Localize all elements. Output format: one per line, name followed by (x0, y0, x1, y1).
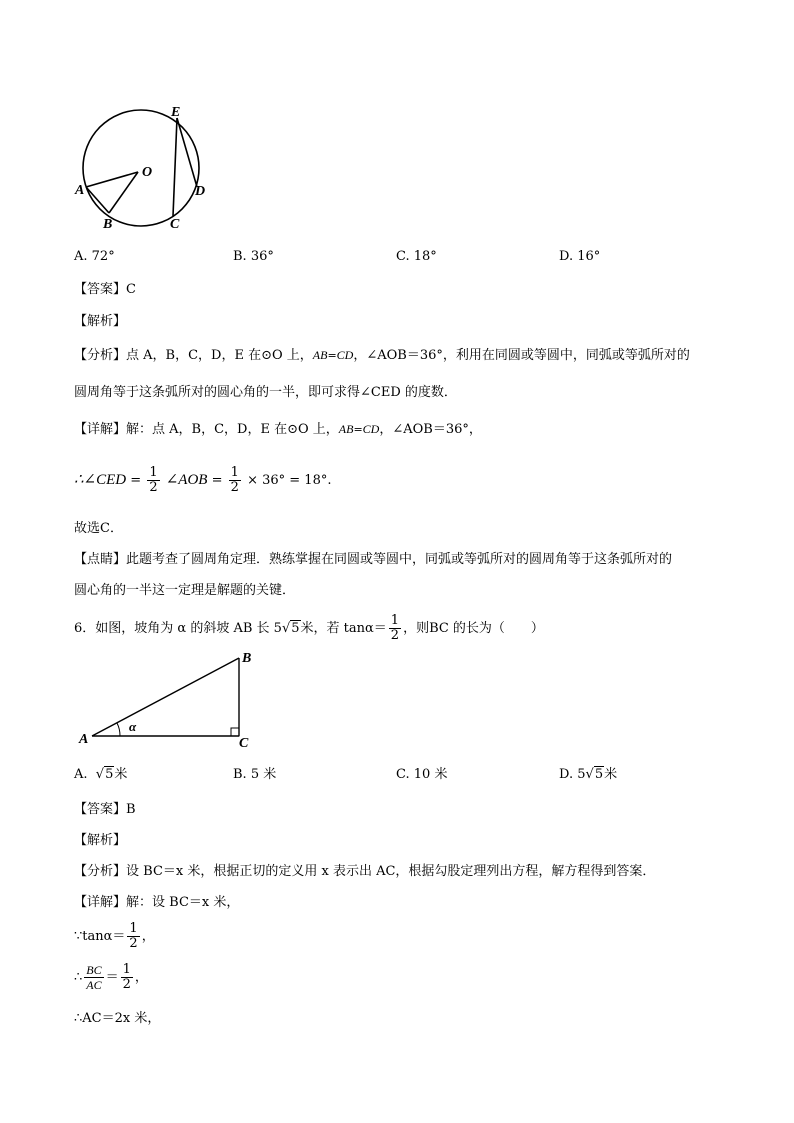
segment-ec (173, 118, 177, 216)
calc-prefix: ∴∠CED (74, 472, 127, 488)
calc-frac1: $\frac{1}{2}$ (149, 465, 158, 495)
q6-answer (74, 801, 136, 819)
answer-value: B (126, 802, 136, 817)
arc-ab: AB (312, 348, 328, 362)
label-b: B (103, 217, 113, 232)
label-d: D (195, 184, 206, 199)
q6-fenxi (74, 863, 655, 881)
label-c: C (170, 217, 180, 232)
q6-option-d: D. 5√5米 (559, 767, 618, 782)
arc-cd: CD (336, 348, 354, 362)
fenxi-text: 设 BC＝x 米，根据正切的定义用 x 表示出 AC，根据勾股定理列出方程，解方程得到答案． (126, 864, 656, 879)
calc-eq1: = (130, 473, 142, 488)
q6-therefore1: ∴ $\frac{BC}{AC}$ ＝ $\frac{1}{2}$ ， (74, 962, 148, 992)
dianjing-tag: 【点睛】 (74, 552, 127, 567)
fenxi-text-a: 点 A，B，C，D，E 在⊙O 上， (126, 348, 313, 363)
q6-option-c: C. 10 米 (396, 767, 448, 782)
side-ab (92, 658, 239, 736)
q5-dianjing-line1 (74, 551, 672, 569)
label-a: A (79, 732, 89, 747)
triangle-figure (76, 648, 266, 750)
xiangjie-tag: 【详解】 (74, 422, 127, 437)
calc-aob: ∠AOB (165, 472, 208, 488)
calc-times: × 36° = 18°. (247, 473, 332, 488)
q5-calc-line (74, 464, 331, 497)
q5-option-c: C. 18° (396, 249, 437, 264)
xiangjie-text-b: ，∠AOB＝36°， (379, 422, 482, 437)
q5-analysis-tag: 【解析】 (74, 314, 127, 329)
circle-o (83, 110, 199, 226)
fenxi-tag: 【分析】 (74, 864, 127, 879)
q5-conclusion: 故选C． (74, 521, 123, 536)
xiangjie-text-a: 解：点 A，B，C，D，E 在⊙O 上， (126, 422, 339, 437)
label-o: O (142, 165, 153, 180)
q5-option-b: B. 36° (233, 249, 274, 264)
label-alpha: α (129, 719, 137, 734)
q6-stem-c: ，则BC 的长为（ ） (403, 621, 544, 636)
arc-ab-2: AB (338, 422, 354, 436)
answer-value: C (126, 282, 136, 297)
circle-figure (70, 100, 220, 235)
segment-ab (86, 187, 109, 213)
answer-tag: 【答案】 (74, 802, 127, 817)
q5-answer (74, 281, 136, 299)
q6-because: ∵tanα＝ $\frac{1}{2}$ ， (74, 921, 155, 951)
q5-xiangjie-line1 (74, 420, 482, 439)
arc-eq-2: = (353, 423, 363, 436)
xiangjie-text: 解：设 BC＝x 米， (126, 895, 240, 910)
answer-tag: 【答案】 (74, 282, 127, 297)
fenxi-tag: 【分析】 (74, 348, 127, 363)
q6-stem-b: 米，若 tanα＝ (300, 621, 387, 636)
right-angle-mark (231, 728, 239, 736)
q6-option-b: B. 5 米 (233, 767, 277, 782)
q6-stem-frac: $\frac{1}{2}$ (390, 613, 400, 643)
fenxi-text-b: ，∠AOB＝36°，利用在同圆或等圆中，同弧或等弧所对的 (353, 348, 690, 363)
segment-ed (177, 118, 197, 187)
q5-option-d: D. 16° (559, 249, 601, 264)
q6-analysis-tag: 【解析】 (74, 833, 127, 848)
calc-eq2: = (211, 473, 223, 488)
q5-fenxi-line2: 圆周角等于这条弧所对的圆心角的一半，即可求得∠CED 的度数． (74, 385, 457, 400)
q6-therefore2: ∴AC＝2x 米， (74, 1011, 161, 1026)
q6-option-a: A. √5米 (74, 767, 128, 782)
arc-eq: = (327, 349, 337, 362)
q6-xiangjie (74, 894, 239, 912)
calc-frac2: $\frac{1}{2}$ (230, 465, 239, 495)
label-b: B (242, 651, 252, 666)
q5-fenxi-line1 (74, 346, 690, 365)
segment-oa (86, 172, 138, 187)
segment-ob (109, 172, 138, 213)
angle-arc (117, 723, 120, 736)
q6-stem-sqrt: √5 (281, 621, 300, 636)
label-c: C (239, 736, 249, 750)
label-e: E (171, 105, 181, 120)
dianjing-text: 此题考查了圆周角定理．熟练掌握在同圆或等圆中，同弧或等弧所对的圆周角等于这条弧所对的 (126, 552, 673, 567)
label-a: A (75, 183, 85, 198)
arc-cd-2: CD (362, 422, 380, 436)
q6-stem (74, 614, 544, 644)
q6-stem-a: 6．如图，坡角为 α 的斜坡 AB 长 5 (74, 621, 282, 636)
q5-dianjing-line2: 圆心角的一半这一定理是解题的关键． (74, 583, 296, 598)
q5-option-a: A. 72° (74, 249, 115, 264)
xiangjie-tag: 【详解】 (74, 895, 127, 910)
